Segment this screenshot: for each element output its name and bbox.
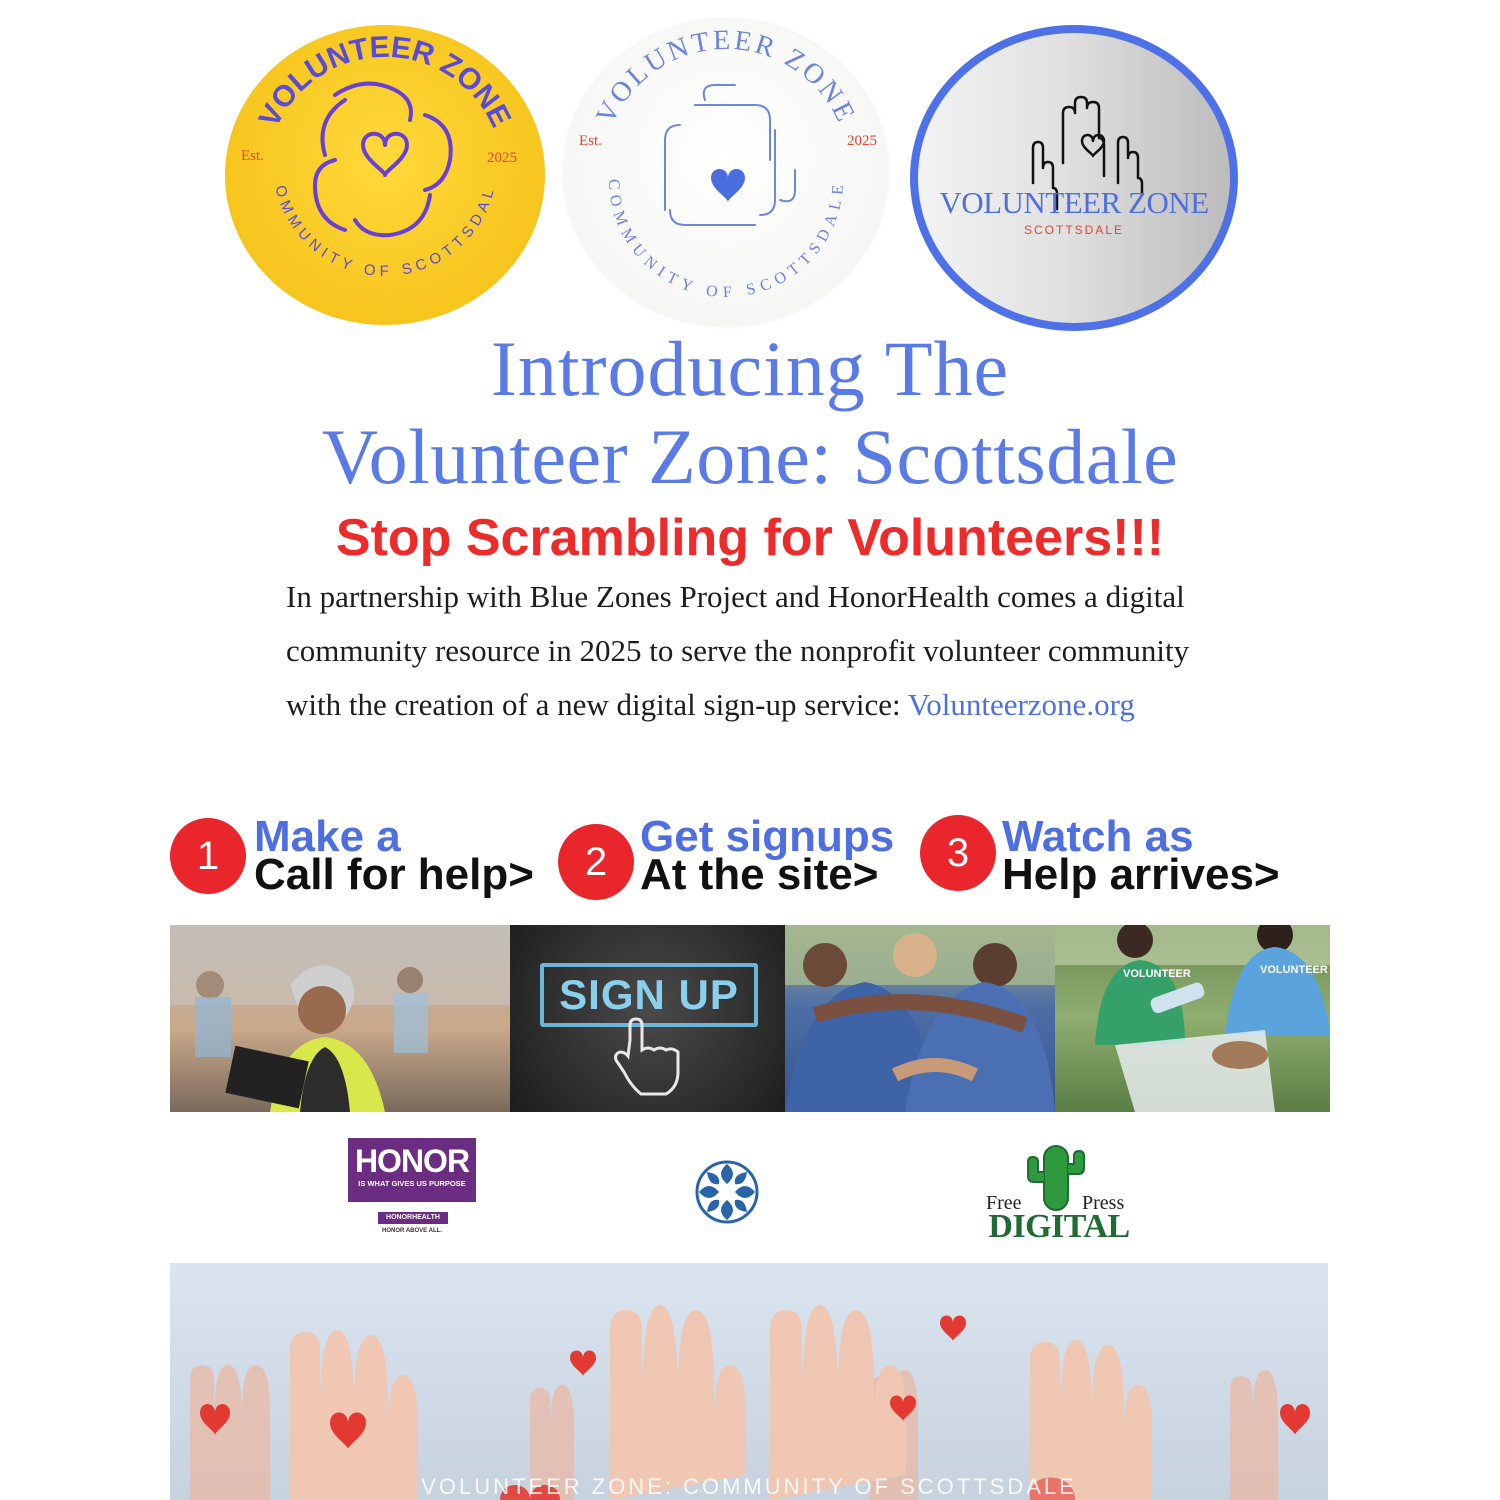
step-1-badge: 1	[170, 818, 246, 894]
intro-text: In partnership with Blue Zones Project and HonorHealth comes a digital community resource in 2025 to serve the nonprofit volunteer community with the creation of a new digital sign-up service:	[286, 579, 1190, 722]
headline-line-1: Introducing The	[490, 325, 1010, 412]
step-1-heading: Make a	[254, 812, 401, 861]
free-press-press-word: Press	[1082, 1192, 1125, 1214]
free-press-digital-word: DIGITAL	[988, 1208, 1130, 1245]
free-press-free-word: Free	[986, 1192, 1022, 1214]
honor-word: HONOR	[354, 1143, 470, 1179]
step-3-action[interactable]: Help arrives>	[1002, 850, 1280, 899]
volunteer-zone-logo-white	[565, 20, 887, 325]
tagline: Stop Scrambling for Volunteers!!!	[335, 509, 1165, 567]
silver-logo-title: VOLUNTEER ZONE	[939, 185, 1209, 220]
white-ring-top-text: VOLUNTEER ZONE	[590, 24, 862, 129]
heart-icon	[711, 169, 745, 202]
step-2-action[interactable]: At the site>	[640, 850, 879, 899]
photo-sign-up-chalkboard	[510, 925, 793, 1112]
step-3-heading: Watch as	[1002, 812, 1194, 861]
honorhealth-brand: HONORHEALTH	[378, 1212, 448, 1224]
yellow-ring-bottom-text: COMMUNITY OF SCOTTSDALE	[217, 12, 499, 281]
free-press-digital-logo	[984, 1142, 1134, 1244]
blue-zones-logo-icon	[693, 1158, 761, 1226]
honor-banner	[348, 1138, 476, 1202]
photo-volunteers-cleanup	[1055, 925, 1330, 1112]
volunteerzone-link[interactable]: Volunteerzone.org	[907, 687, 1135, 722]
pointer-hand-icon	[616, 1019, 679, 1094]
volunteer-zone-logo-silver	[910, 25, 1238, 331]
photo-volunteer-coordinator	[170, 925, 510, 1112]
white-est-label: Est.	[579, 133, 602, 149]
intro-paragraph	[286, 570, 1206, 732]
photo-group-hug	[785, 925, 1055, 1112]
raised-hands-banner	[170, 1263, 1328, 1500]
step-2-badge: 2	[558, 824, 634, 900]
banner-caption: VOLUNTEER ZONE: COMMUNITY OF SCOTTSDALE	[421, 1474, 1077, 1499]
headline-line-2: Volunteer Zone: Scottsdale	[321, 413, 1179, 500]
yellow-year-label: 2025	[487, 150, 517, 166]
step-1-action[interactable]: Call for help>	[254, 850, 534, 899]
cactus-icon	[1028, 1146, 1084, 1210]
step-2-heading: Get signups	[640, 812, 895, 861]
white-year-label: 2025	[847, 133, 877, 149]
silver-logo-subtitle: SCOTTSDALE	[1023, 223, 1124, 237]
tee-text-right: VOLUNTEER	[1260, 964, 1328, 976]
honorhealth-logo	[348, 1138, 476, 1238]
honor-above-all-text: HONOR ABOVE ALL.	[382, 1228, 442, 1234]
sign-up-chalk-text: SIGN UP	[540, 963, 758, 1027]
tee-text-left: VOLUNTEER	[1123, 968, 1191, 980]
volunteer-zone-logo-yellow	[217, 12, 545, 325]
honor-purpose-text: IS WHAT GIVES US PURPOSE	[358, 1179, 466, 1188]
yellow-ring-top-text: VOLUNTEER ZONE	[252, 30, 518, 133]
white-ring-bottom-text: COMMUNITY OF SCOTTSDALE	[604, 178, 848, 302]
hands-circle-icon	[315, 84, 451, 236]
step-3-badge: 3	[920, 815, 996, 891]
yellow-est-label: Est.	[241, 148, 264, 164]
hands-square-icon	[665, 85, 795, 225]
